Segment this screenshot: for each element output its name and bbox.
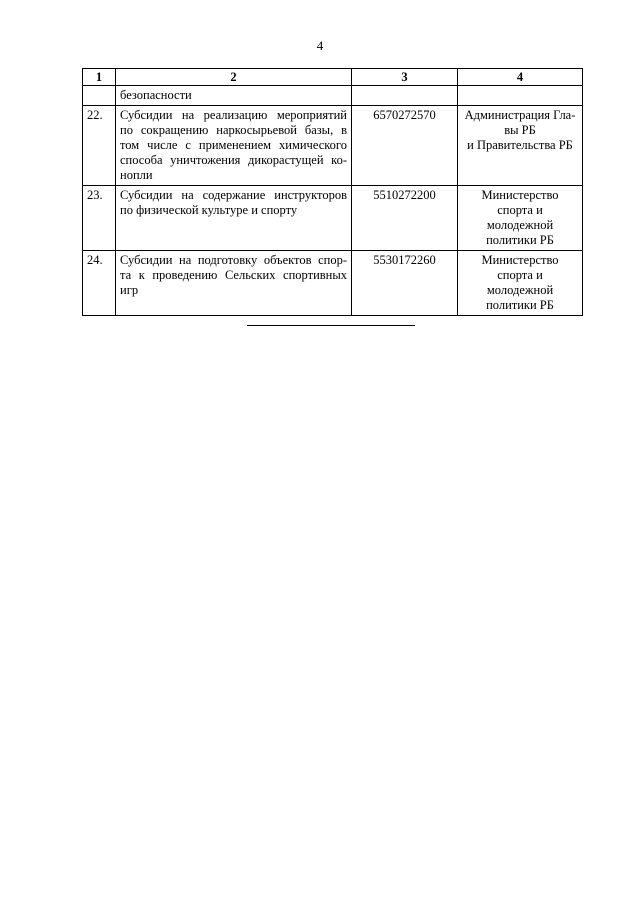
column-header-4: 4	[458, 69, 583, 86]
description-line: нопли	[120, 168, 153, 182]
table-row	[83, 86, 583, 106]
description-line: Субсидии на содержание инструкторов	[120, 188, 347, 202]
organization-cell	[458, 186, 583, 251]
subsidies-table	[82, 68, 583, 316]
budget-code-cell	[352, 86, 458, 106]
description-line: способа уничтожения дикорастущей ко-	[120, 153, 347, 167]
description-cell	[116, 106, 352, 186]
organization-line: спорта и	[497, 203, 543, 217]
table-header-row	[83, 69, 583, 86]
organization-line: Министерство	[481, 188, 559, 202]
column-header-1: 1	[83, 69, 116, 86]
description-cell	[116, 186, 352, 251]
row-number-cell: 23.	[83, 186, 116, 251]
organization-line: и Правительства РБ	[467, 138, 573, 152]
budget-code-cell: 6570272570	[352, 106, 458, 186]
description-line: том числе с применением химического	[120, 138, 347, 152]
row-number-cell: 22.	[83, 106, 116, 186]
organization-line: политики РБ	[486, 233, 554, 247]
description-cell	[116, 86, 352, 106]
organization-cell	[458, 86, 583, 106]
description-line: Субсидии на подготовку объектов спор-	[120, 253, 347, 267]
row-number-cell: 24.	[83, 251, 116, 316]
table-row	[83, 106, 583, 186]
organization-cell	[458, 106, 583, 186]
organization-cell	[458, 251, 583, 316]
budget-code-cell: 5530172260	[352, 251, 458, 316]
table-body	[83, 86, 583, 316]
organization-line: спорта и	[497, 268, 543, 282]
organization-line: Администрация Гла-	[464, 108, 576, 122]
separator-line	[247, 325, 415, 326]
organization-line: молодежной	[486, 218, 554, 232]
column-header-2: 2	[116, 69, 352, 86]
table-row	[83, 186, 583, 251]
description-line: безопасности	[120, 88, 192, 102]
table-row	[83, 251, 583, 316]
description-line: та к проведению Сельских спортивных	[120, 268, 347, 282]
description-line: игр	[120, 283, 139, 297]
organization-line: вы РБ	[504, 123, 536, 137]
organization-line: молодежной	[486, 283, 554, 297]
description-line: по физической культуре и спорту	[120, 203, 298, 217]
description-cell	[116, 251, 352, 316]
organization-line: Министерство	[481, 253, 559, 267]
description-line: по сокращению наркосырьевой базы, в	[120, 123, 347, 137]
organization-line: политики РБ	[486, 298, 554, 312]
row-number-cell	[83, 86, 116, 106]
budget-code-cell: 5510272200	[352, 186, 458, 251]
page-number: 4	[316, 38, 324, 53]
column-header-3: 3	[352, 69, 458, 86]
description-line: Субсидии на реализацию мероприятий	[120, 108, 347, 122]
